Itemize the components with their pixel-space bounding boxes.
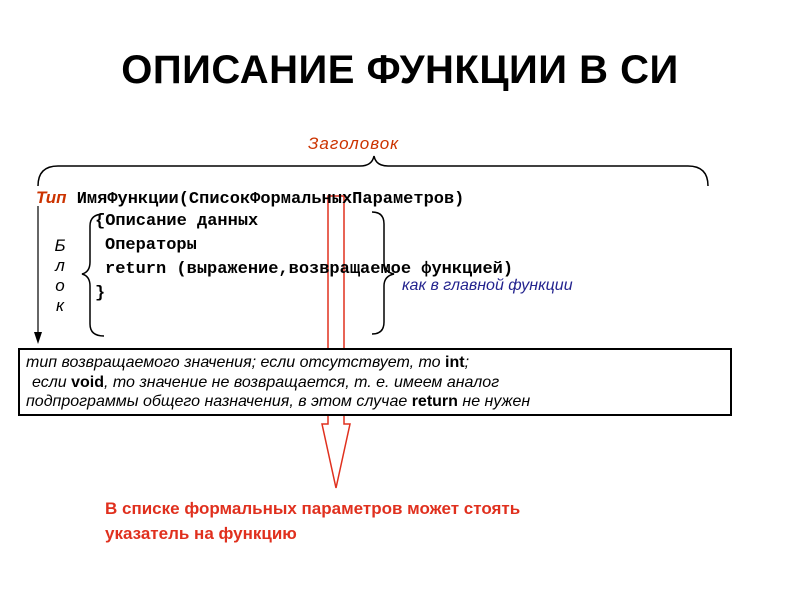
main-function-note: как в главной функции xyxy=(402,277,573,294)
block-letter: о xyxy=(55,276,65,295)
block-letter: к xyxy=(55,296,65,315)
page-title: ОПИСАНИЕ ФУНКЦИИ В СИ xyxy=(121,48,679,92)
block-label xyxy=(52,236,68,316)
signature-rest: ИмяФункции(СписокФормальныхПараметров) xyxy=(76,190,465,209)
pointer-note xyxy=(105,496,520,546)
body-line-close-brace: } xyxy=(95,284,106,303)
explanation-text: не нужен xyxy=(457,393,531,410)
explanation-text: тип возвращаемого значения; если отсутствует, то xyxy=(26,354,446,371)
keyword-return: return xyxy=(411,393,458,410)
type-arrow-head xyxy=(34,332,42,344)
return-type-keyword: Тип xyxy=(36,188,67,207)
header-label: Заголовок xyxy=(308,134,400,153)
explanation-text: ; xyxy=(464,354,470,371)
explanation-text: , то значение не возвращается, т. е. имеем аналог xyxy=(103,374,500,391)
body-line-return: return (выражение,возвращаемое функцией) xyxy=(105,260,514,279)
explanation-line-2 xyxy=(32,374,499,392)
explanation-text: если xyxy=(32,374,72,391)
keyword-int: int xyxy=(445,354,465,371)
keyword-void: void xyxy=(71,374,104,391)
param-arrow xyxy=(322,196,350,488)
pointer-note-line-2: указатель на функцию xyxy=(105,524,297,543)
pointer-note-line-1: В списке формальных параметров может стоять xyxy=(105,499,521,518)
explanation-text: подпрограммы общего назначения, в этом случае xyxy=(26,393,412,410)
header-brace xyxy=(38,156,708,186)
function-signature xyxy=(36,188,464,209)
block-letter: л xyxy=(55,256,65,275)
block-left-brace xyxy=(82,214,104,336)
block-letter: Б xyxy=(54,236,66,255)
explanation-line-3 xyxy=(26,393,530,411)
explanation-line-1 xyxy=(26,354,469,372)
body-line-declarations: {Описание данных xyxy=(95,212,259,231)
body-line-operators: Операторы xyxy=(105,236,197,255)
